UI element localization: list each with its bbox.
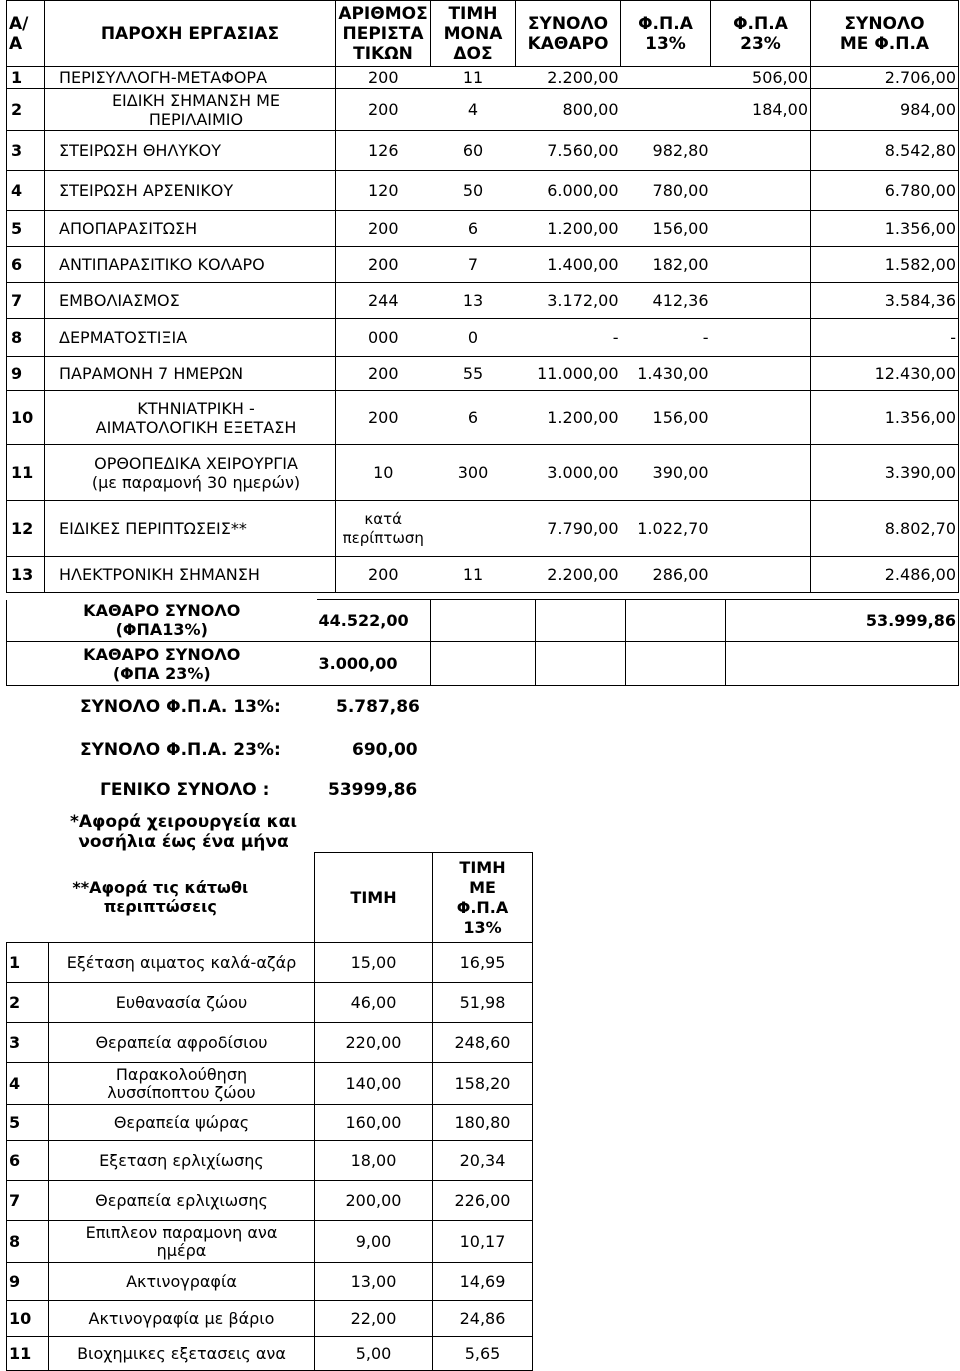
special-row-number: 7 [7,1181,49,1221]
special-row-number: 1 [7,943,49,983]
special-row-desc: Επιπλεον παραμονη ανα ημέρα [49,1221,315,1263]
special-row-price-vat: 14,69 [433,1263,533,1301]
row-unit-price: 4 [431,89,516,131]
service-row [7,131,959,171]
row-vat13: 182,00 [621,247,711,283]
row-service: ΕΜΒΟΛΙΑΣΜΟΣ [45,283,336,319]
row-net-total: 2.200,00 [516,557,621,593]
row-grand-total: - [811,319,959,357]
row-grand-total: 1.582,00 [811,247,959,283]
row-vat13: 156,00 [621,211,711,247]
row-number: 13 [7,557,45,593]
blank-cell [626,600,726,642]
row-vat23: 184,00 [711,89,811,131]
vat13-total-value: 5.787,86 [336,697,420,717]
service-row [7,557,959,593]
special-row-price: 46,00 [315,983,433,1023]
special-row-price: 9,00 [315,1221,433,1263]
row-count: 000 [336,319,431,357]
special-row-number: 11 [7,1337,49,1371]
row-service: ΚΤΗΝΙΑΤΡΙΚΗ - ΑΙΜΑΤΟΛΟΓΙΚΗ ΕΞΕΤΑΣΗ [45,391,336,445]
special-rows [7,943,533,1371]
row-grand-total: 3.584,36 [811,283,959,319]
special-row [7,1063,533,1105]
special-row-desc: Θεραπεία ψώρας [49,1105,315,1141]
row-unit-price: 13 [431,283,516,319]
special-row-price: 13,00 [315,1263,433,1301]
row-number: 12 [7,501,45,557]
special-row-price-vat: 226,00 [433,1181,533,1221]
row-count: 200 [336,391,431,445]
special-row-desc: Ακτινογραφία με βάριο [49,1301,315,1337]
row-count: κατά περίπτωση [336,501,431,557]
note-surgery: *Αφορά χειρουργεία και νοσήλια έως ένα μήνα [70,812,297,852]
special-row-price-vat: 158,20 [433,1063,533,1105]
special-row-price-vat: 20,34 [433,1141,533,1181]
net23-value: 3.000,00 [317,642,431,686]
row-count: 200 [336,557,431,593]
special-row-price-vat: 16,95 [433,943,533,983]
row-service: ΣΤΕΙΡΩΣΗ ΘΗΛΥΚΟΥ [45,131,336,171]
special-row-price: 5,00 [315,1337,433,1371]
row-count: 126 [336,131,431,171]
row-vat23 [711,211,811,247]
special-row-price: 22,00 [315,1301,433,1337]
row-number: 4 [7,171,45,211]
row-unit-price: 50 [431,171,516,211]
row-vat23 [711,357,811,391]
service-row [7,283,959,319]
service-row [7,357,959,391]
special-row [7,1105,533,1141]
row-count: 200 [336,247,431,283]
general-total-label: ΓΕΝΙΚΟ ΣΥΝΟΛΟ : [100,780,270,800]
general-total-value: 53999,86 [328,780,418,800]
service-row [7,391,959,445]
row-service: ΕΙΔΙΚΗ ΣΗΜΑΝΣΗ ΜΕ ΠΕΡΙΛΑΙΜΙΟ [45,89,336,131]
special-row-number: 4 [7,1063,49,1105]
special-row [7,1221,533,1263]
row-grand-total: 1.356,00 [811,391,959,445]
row-number: 10 [7,391,45,445]
blank-cell [431,600,536,642]
special-row-desc: Ευθανασία ζώου [49,983,315,1023]
row-vat13: - [621,319,711,357]
row-net-total: 7.560,00 [516,131,621,171]
service-row [7,89,959,131]
row-grand-total: 2.486,00 [811,557,959,593]
row-service: ΕΙΔΙΚΕΣ ΠΕΡΙΠΤΩΣΕΙΣ** [45,501,336,557]
special-row-price-vat: 248,60 [433,1023,533,1063]
blank-cell [536,642,626,686]
row-number: 5 [7,211,45,247]
vat13-total-row [80,697,281,717]
row-vat13 [621,89,711,131]
row-count: 200 [336,67,431,89]
row-service: ΠΕΡΙΣΥΛΛΟΓΗ-ΜΕΤΑΦΟΡΑ [45,67,336,89]
header-count: ΑΡΙΘΜΟΣ ΠΕΡΙΣΤΑ ΤΙΚΩΝ [336,1,431,67]
row-unit-price: 300 [431,445,516,501]
service-row [7,171,959,211]
row-grand-total: 984,00 [811,89,959,131]
service-row [7,67,959,89]
row-vat23 [711,131,811,171]
row-number: 11 [7,445,45,501]
row-net-total: 11.000,00 [516,357,621,391]
row-vat23 [711,247,811,283]
special-header-price: ΤΙΜΗ [315,853,433,943]
net-totals-table [6,599,959,686]
row-unit-price: 60 [431,131,516,171]
special-row [7,983,533,1023]
special-row-desc: Βιοχημικες εξετασεις ανα [49,1337,315,1371]
row-net-total: 7.790,00 [516,501,621,557]
special-row-price-vat: 10,17 [433,1221,533,1263]
net13-label: ΚΑΘΑΡΟ ΣΥΝΟΛΟ (ΦΠΑ13%) [7,600,317,642]
special-row-price-vat: 5,65 [433,1337,533,1371]
row-number: 6 [7,247,45,283]
row-net-total: 3.172,00 [516,283,621,319]
special-row-price: 15,00 [315,943,433,983]
row-service: ΣΤΕΙΡΩΣΗ ΑΡΣΕΝΙΚΟΥ [45,171,336,211]
special-row-desc: Παρακολούθηση λυσσίποπτου ζώου [49,1063,315,1105]
blank-cell [626,642,726,686]
row-service: ΠΑΡΑΜΟΝΗ 7 ΗΜΕΡΩΝ [45,357,336,391]
row-count: 200 [336,211,431,247]
service-row [7,445,959,501]
row-vat13: 390,00 [621,445,711,501]
blank-cell [726,642,959,686]
special-row-number: 9 [7,1263,49,1301]
special-row-number: 10 [7,1301,49,1337]
row-net-total: 2.200,00 [516,67,621,89]
service-row [7,211,959,247]
row-number: 7 [7,283,45,319]
special-row-number: 3 [7,1023,49,1063]
row-grand-total: 2.706,00 [811,67,959,89]
row-unit-price: 6 [431,391,516,445]
services-table [6,0,959,593]
row-grand-total: 8.802,70 [811,501,959,557]
special-header-price-vat: ΤΙΜΗ ΜΕ Φ.Π.Α 13% [433,853,533,943]
header-unit-price: ΤΙΜΗ ΜΟΝΑ ΔΟΣ [431,1,516,67]
vat23-total-label: ΣΥΝΟΛΟ Φ.Π.Α. 23%: [80,740,281,760]
row-net-total: 800,00 [516,89,621,131]
row-service: ΑΝΤΙΠΑΡΑΣΙΤΙΚΟ ΚΟΛΑΡΟ [45,247,336,283]
row-vat23 [711,171,811,211]
row-unit-price: 6 [431,211,516,247]
row-vat13: 1.430,00 [621,357,711,391]
row-vat23 [711,319,811,357]
row-unit-price [431,501,516,557]
row-vat23 [711,391,811,445]
net23-label: ΚΑΘΑΡΟ ΣΥΝΟΛΟ (ΦΠΑ 23%) [7,642,317,686]
special-row-number: 2 [7,983,49,1023]
row-number: 3 [7,131,45,171]
special-row [7,1141,533,1181]
special-row-price: 220,00 [315,1023,433,1063]
special-row-number: 5 [7,1105,49,1141]
row-unit-price: 11 [431,67,516,89]
special-row-price: 200,00 [315,1181,433,1221]
row-unit-price: 7 [431,247,516,283]
row-vat23 [711,445,811,501]
service-row [7,319,959,357]
special-row [7,1263,533,1301]
special-row [7,1301,533,1337]
special-row-desc: Ακτινογραφία [49,1263,315,1301]
vat23-total-value: 690,00 [352,740,418,760]
row-grand-total: 6.780,00 [811,171,959,211]
service-row [7,501,959,557]
special-cases-table [6,852,533,1371]
special-row [7,1023,533,1063]
special-row-price: 140,00 [315,1063,433,1105]
special-header-row [7,853,533,943]
row-vat13: 1.022,70 [621,501,711,557]
header-service: ΠΑΡΟΧΗ ΕΡΓΑΣΙΑΣ [45,1,336,67]
row-vat13: 412,36 [621,283,711,319]
special-row [7,1337,533,1371]
row-net-total: 6.000,00 [516,171,621,211]
row-count: 200 [336,357,431,391]
header-vat13: Φ.Π.Α 13% [621,1,711,67]
row-vat23 [711,557,811,593]
row-service: ΗΛΕΚΤΡΟΝΙΚΗ ΣΗΜΑΝΣΗ [45,557,336,593]
special-row-price-vat: 51,98 [433,983,533,1023]
row-vat13: 156,00 [621,391,711,445]
special-header-note: **Αφορά τις κάτωθι περιπτώσεις [7,853,315,943]
row-unit-price: 0 [431,319,516,357]
special-row-desc: Εξέταση αιματος καλά-αζάρ [49,943,315,983]
row-vat13: 780,00 [621,171,711,211]
row-vat13: 982,80 [621,131,711,171]
header-vat23: Φ.Π.Α 23% [711,1,811,67]
row-net-total: 1.200,00 [516,211,621,247]
row-grand-total: 8.542,80 [811,131,959,171]
row-number: 8 [7,319,45,357]
row-net-total: 1.200,00 [516,391,621,445]
row-number: 1 [7,67,45,89]
special-row [7,943,533,983]
row-unit-price: 55 [431,357,516,391]
row-vat23 [711,283,811,319]
service-row [7,247,959,283]
row-net-total: - [516,319,621,357]
row-service: ΑΠΟΠΑΡΑΣΙΤΩΣΗ [45,211,336,247]
header-net-total: ΣΥΝΟΛΟ ΚΑΘΑΡΟ [516,1,621,67]
row-count: 244 [336,283,431,319]
row-service: ΔΕΡΜΑΤΟΣΤΙΞΙΑ [45,319,336,357]
row-count: 10 [336,445,431,501]
special-row-price: 18,00 [315,1141,433,1181]
special-row-price: 160,00 [315,1105,433,1141]
row-unit-price: 11 [431,557,516,593]
row-grand-total: 12.430,00 [811,357,959,391]
row-net-total: 3.000,00 [516,445,621,501]
header-aa: Α/ Α [7,1,45,67]
blank-cell [431,642,536,686]
special-row-desc: Εξεταση ερλιχίωσης [49,1141,315,1181]
special-row [7,1181,533,1221]
blank-cell [536,600,626,642]
special-row-desc: Θεραπεία ερλιχιωσης [49,1181,315,1221]
grand-total-value: 53.999,86 [726,600,959,642]
row-vat13: 286,00 [621,557,711,593]
service-rows [7,67,959,593]
special-row-desc: Θεραπεία αφροδίσιου [49,1023,315,1063]
row-grand-total: 3.390,00 [811,445,959,501]
net13-value: 44.522,00 [317,600,431,642]
special-row-number: 8 [7,1221,49,1263]
row-count: 200 [336,89,431,131]
row-count: 120 [336,171,431,211]
special-row-number: 6 [7,1141,49,1181]
row-vat23: 506,00 [711,67,811,89]
vat23-total-row [80,740,281,760]
row-vat23 [711,501,811,557]
special-row-price-vat: 180,80 [433,1105,533,1141]
special-row-price-vat: 24,86 [433,1301,533,1337]
row-grand-total: 1.356,00 [811,211,959,247]
header-row [7,1,959,67]
row-service: ΟΡΘΟΠΕΔΙΚΑ ΧΕΙΡΟΥΡΓΙΑ (με παραμονή 30 ημερών) [45,445,336,501]
vat13-total-label: ΣΥΝΟΛΟ Φ.Π.Α. 13%: [80,697,281,717]
row-number: 2 [7,89,45,131]
row-vat13 [621,67,711,89]
row-number: 9 [7,357,45,391]
header-grand-total: ΣΥΝΟΛΟ ΜΕ Φ.Π.Α [811,1,959,67]
row-net-total: 1.400,00 [516,247,621,283]
